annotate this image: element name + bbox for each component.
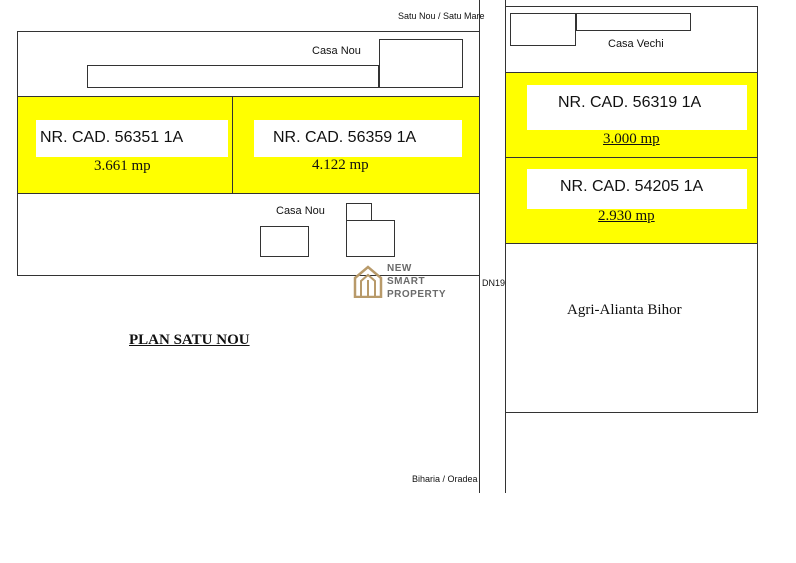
agri-alianta-label: Agri-Alianta Bihor [567, 302, 682, 318]
plan-title: PLAN SATU NOU [129, 332, 250, 348]
parcel-54205-cad: NR. CAD. 54205 1A [560, 178, 704, 195]
parcel-56351-area: 3.661 mp [94, 158, 151, 174]
left-bottom-house-small [346, 203, 372, 221]
left-top-house-footprint [87, 65, 379, 88]
parcel-54205-area: 2.930 mp [598, 208, 655, 224]
parcel-56351 [17, 96, 233, 194]
left-top-house-label: Casa Nou [312, 45, 361, 57]
parcel-56319 [505, 72, 758, 158]
left-bottom-shed [260, 226, 309, 257]
parcel-56359 [232, 96, 480, 194]
parcel-56319-area: 3.000 mp [603, 131, 660, 147]
logo-line-1: NEW [387, 263, 412, 274]
road-bottom-label: Biharia / Oradea [412, 474, 478, 484]
left-bottom-house-main [346, 220, 395, 257]
right-top-house-label: Casa Vechi [608, 38, 664, 50]
right-bottom-lot [505, 243, 758, 413]
parcel-56319-cad: NR. CAD. 56319 1A [558, 94, 702, 111]
left-bottom-house-label: Casa Nou [276, 205, 325, 217]
logo-line-2: SMART [387, 276, 426, 287]
road-name: DN19 [482, 278, 506, 288]
parcel-56359-cad: NR. CAD. 56359 1A [273, 129, 417, 146]
left-top-house-annex [379, 39, 463, 88]
logo [353, 262, 448, 302]
right-top-house-b [576, 13, 691, 31]
house-logo-icon [353, 264, 383, 298]
road-top-label: Satu Nou / Satu Mare [398, 11, 485, 21]
logo-line-3: PROPERTY [387, 289, 447, 300]
parcel-54205 [505, 157, 758, 244]
parcel-56359-area: 4.122 mp [312, 157, 369, 173]
parcel-56351-cad: NR. CAD. 56351 1A [40, 129, 184, 146]
right-top-house-a [510, 13, 576, 46]
